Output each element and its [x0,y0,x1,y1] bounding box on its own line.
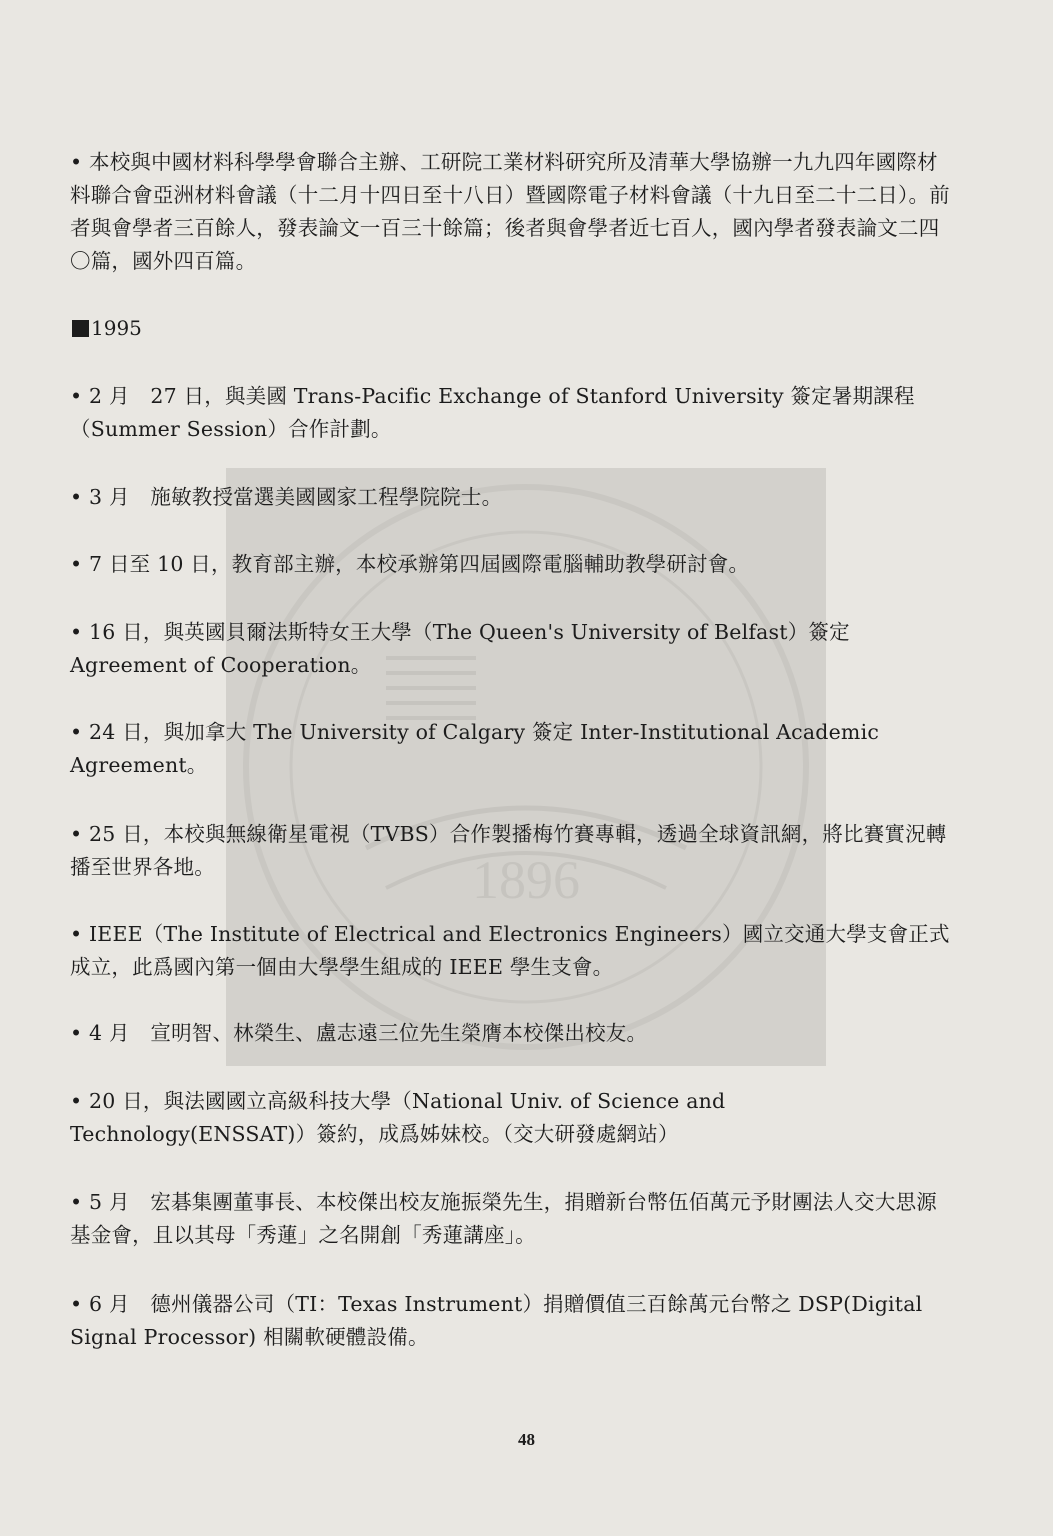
list-item: • 20 日，與法國國立高級科技大學（National Univ. of Science and Technology(ENSSAT)）簽約，成爲姊妹校。（交大研發處網站） [70,1089,726,1146]
list-item: • 24 日，與加拿大 The University of Calgary 簽定 Inter-Institutional Academic Agreement。 [70,720,880,777]
year-heading [72,313,142,343]
list-item: • 7 日至 10 日，教育部主辦，本校承辦第四屆國際電腦輔助教學研討會。 [70,552,750,576]
square-bullet-icon [72,320,89,337]
list-item: • 4 月 宣明智、林榮生、盧志遠三位先生榮膺本校傑出校友。 [70,1021,648,1045]
list-item: • IEEE（The Institute of Electrical and Electronics Engineers）國立交通大學支會正式成立，此爲國內第一個由大學學生組成的 IEEE 學生支會。 [70,922,950,979]
page-number: 48 [518,1430,535,1449]
list-item: • 16 日，與英國貝爾法斯特女王大學（The Queen's University of Belfast）簽定 Agreement of Cooperation。 [70,620,850,677]
list-item: • 5 月 宏碁集團董事長、本校傑出校友施振榮先生，捐贈新台幣伍佰萬元予財團法人交大思源基金會，且以其母「秀蓮」之名開創「秀蓮講座」。 [70,1190,937,1247]
paragraph-materials-conference: • 本校與中國材料科學學會聯合主辦、工研院工業材料研究所及清華大學協辦一九九四年國際材料聯合會亞洲材料會議（十二月十四日至十八日）暨國際電子材料會議（十九日至二十二日）。前者與會學者三百餘人，發表論文一百三十餘篇；後者與會學者近七百人，國內學者發表論文二四〇篇，國外四百篇。 [70,150,950,273]
list-item: • 6 月 德州儀器公司（TI：Texas Instrument）捐贈價值三百餘萬元台幣之 DSP(Digital Signal Processor) 相關軟硬體設備。 [70,1292,923,1349]
list-item: • 2 月 27 日，與美國 Trans-Pacific Exchange of Stanford University 簽定暑期課程（Summer Session）合作計劃。 [70,384,915,441]
year-heading-text: 1995 [91,316,142,340]
seal-year: 1896 [472,850,580,910]
list-item: • 25 日，本校與無線衛星電視（TVBS）合作製播梅竹賽專輯，透過全球資訊網，將比賽實況轉播至世界各地。 [70,822,947,879]
list-item: • 3 月 施敏教授當選美國國家工程學院院士。 [70,485,503,509]
